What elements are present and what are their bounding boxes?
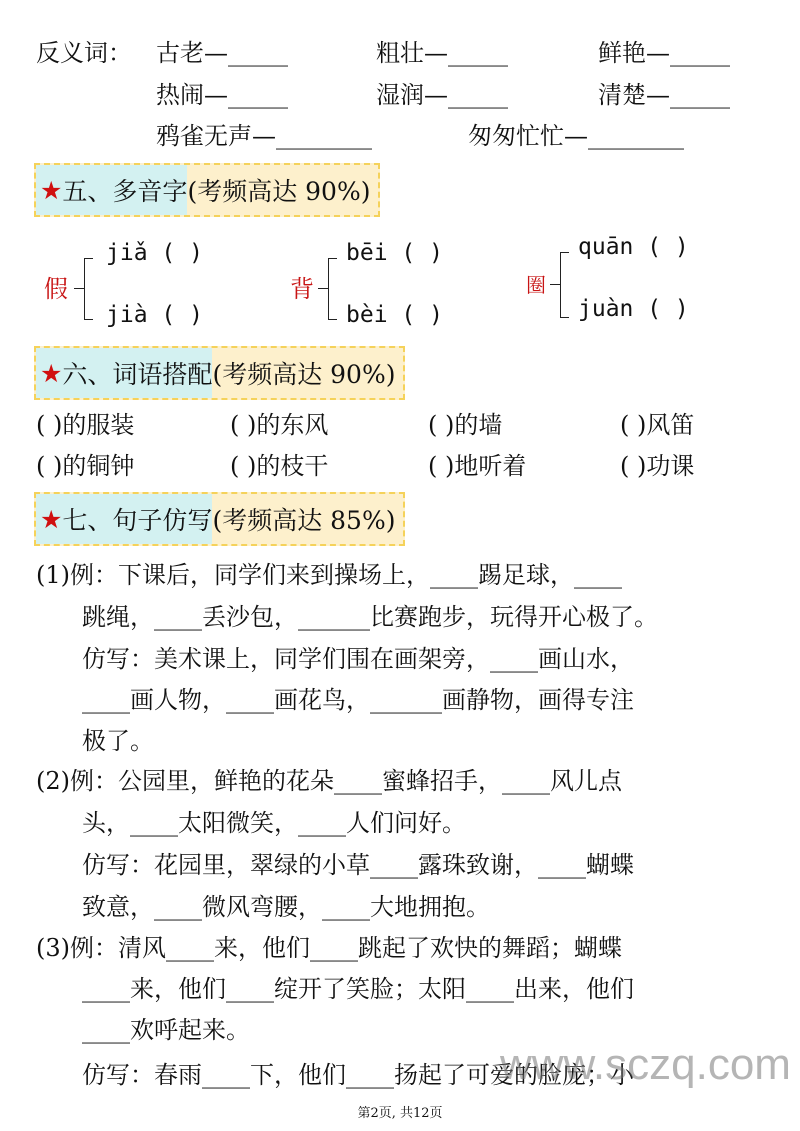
star-icon: ★	[40, 504, 63, 534]
sentence-line: 致意，____微风弯腰，____大地拥抱。	[82, 893, 490, 921]
pinyin-option: juàn ( )	[578, 296, 689, 322]
sentence-line: 仿写：春雨____下，他们____扬起了可爱的脸庞；小	[82, 1061, 634, 1089]
sentence-line: 仿写：花园里，翠绿的小草____露珠致谢，____蝴蝶	[82, 851, 634, 879]
watermark: www.sczq.com	[500, 1040, 791, 1089]
polyphone-char: 假	[44, 275, 68, 303]
collocation-item: ( )的枝干	[230, 452, 329, 480]
antonym-item: 匆匆忙忙—________	[468, 122, 684, 150]
star-icon: ★	[40, 358, 63, 388]
pinyin-option: jià ( )	[106, 302, 203, 328]
sentence-line: (2)例：公园里，鲜艳的花朵____蜜蜂招手，____风儿点	[36, 767, 622, 795]
collocation-item: ( )风笛	[620, 411, 695, 439]
section-header-7	[34, 492, 405, 546]
sentence-line: ____欢呼起来。	[82, 1016, 250, 1044]
collocation-item: ( )的铜钟	[36, 452, 135, 480]
antonym-item: 鲜艳—_____	[598, 39, 730, 67]
section-header-5	[34, 163, 380, 217]
page-footer: 第2页, 共12页	[357, 1106, 443, 1121]
section-frequency: (考频高达 85%)	[212, 506, 396, 535]
sentence-line: 头，____太阳微笑，____人们问好。	[82, 809, 466, 837]
sentence-line: 极了。	[82, 727, 154, 755]
antonym-item: 鸦雀无声—________	[156, 122, 372, 150]
sentence-line: 跳绳，____丢沙包，______比赛跑步，玩得开心极了。	[82, 603, 658, 631]
antonym-item: 古老—_____	[156, 39, 288, 67]
pinyin-option: bèi ( )	[346, 302, 443, 328]
antonym-item: 热闹—_____	[156, 81, 288, 109]
sentence-line: ____来，他们____绽开了笑脸；太阳____出来，他们	[82, 975, 634, 1003]
collocation-item: ( )的东风	[230, 411, 329, 439]
section-header-6	[34, 346, 405, 400]
collocation-item: ( )的墙	[428, 411, 503, 439]
pinyin-option: bēi ( )	[346, 240, 443, 266]
star-icon: ★	[40, 175, 63, 205]
antonym-item: 湿润—_____	[376, 81, 508, 109]
section-frequency: (考频高达 90%)	[212, 360, 396, 389]
pinyin-option: jiǎ ( )	[106, 240, 203, 266]
section-title: 七、句子仿写	[62, 506, 213, 535]
antonym-item: 粗壮—_____	[376, 39, 508, 67]
section-title: 六、词语搭配	[62, 360, 213, 389]
polyphone-char: 圈	[526, 273, 546, 297]
antonym-item: 清楚—_____	[598, 81, 730, 109]
sentence-line: 仿写：美术课上，同学们围在画架旁，____画山水，	[82, 645, 634, 673]
collocation-item: ( )地听着	[428, 452, 527, 480]
section-title: 五、多音字	[62, 177, 188, 206]
collocation-item: ( )功课	[620, 452, 695, 480]
polyphone-char: 背	[290, 275, 314, 303]
pinyin-option: quān ( )	[578, 234, 689, 260]
sentence-line: (1)例：下课后，同学们来到操场上，____踢足球，____	[36, 561, 622, 589]
antonyms-label: 反义词：	[36, 39, 132, 67]
sentence-line: ____画人物，____画花鸟，______画静物，画得专注	[82, 686, 634, 714]
collocation-item: ( )的服装	[36, 411, 135, 439]
sentence-line: (3)例：清风____来，他们____跳起了欢快的舞蹈；蝴蝶	[36, 934, 622, 962]
section-frequency: (考频高达 90%)	[187, 177, 371, 206]
